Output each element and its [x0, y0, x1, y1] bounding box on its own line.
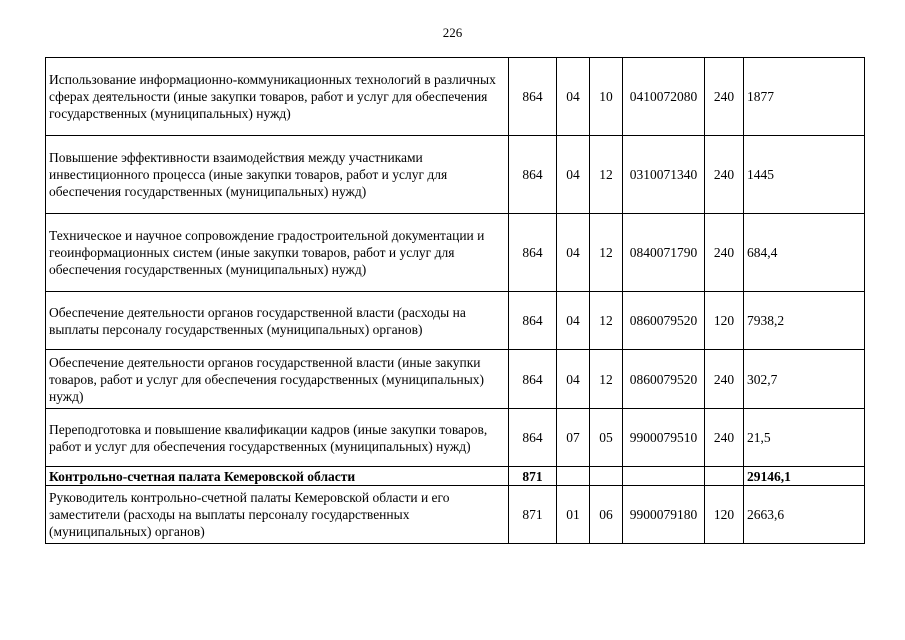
expense-type: 120	[705, 486, 744, 544]
page-number: 226	[442, 25, 463, 40]
amount: 684,4	[744, 214, 865, 292]
item-name: Повышение эффективности взаимодействия между участниками инвестиционного процесса (иные закупки товаров, работ и услуг для обеспечения государственных (муниципальных) нужд)	[46, 136, 509, 214]
amount: 7938,2	[744, 292, 865, 350]
subsection-code: 05	[590, 409, 623, 467]
target-article: 0860079520	[623, 350, 705, 409]
target-article: 0410072080	[623, 58, 705, 136]
expense-type: 240	[705, 409, 744, 467]
expense-type: 240	[705, 214, 744, 292]
subsection-code: 12	[590, 214, 623, 292]
ministry-code: 871	[509, 486, 557, 544]
section-code: 04	[557, 136, 590, 214]
expense-type: 120	[705, 292, 744, 350]
target-article: 0310071340	[623, 136, 705, 214]
ministry-code: 864	[509, 136, 557, 214]
target-article: 9900079510	[623, 409, 705, 467]
amount: 1877	[744, 58, 865, 136]
amount: 302,7	[744, 350, 865, 409]
item-name: Обеспечение деятельности органов государственной власти (иные закупки товаров, работ и услуг для обеспечения государственных (муниципальных) нужд)	[46, 350, 509, 409]
table-row	[46, 467, 865, 486]
target-article: 0840071790	[623, 214, 705, 292]
section-code: 07	[557, 409, 590, 467]
table-row	[46, 214, 865, 292]
section-code: 04	[557, 292, 590, 350]
table-row	[46, 136, 865, 214]
expense-type: 240	[705, 350, 744, 409]
item-name: Руководитель контрольно-счетной палаты Кемеровской области и его заместители (расходы на выплаты персоналу государственных (муниципальных) органов)	[46, 486, 509, 544]
section-code: 04	[557, 350, 590, 409]
target-article	[623, 467, 705, 486]
expense-type: 240	[705, 58, 744, 136]
section-code	[557, 467, 590, 486]
table-row	[46, 350, 865, 409]
amount: 2663,6	[744, 486, 865, 544]
section-code: 01	[557, 486, 590, 544]
target-article: 0860079520	[623, 292, 705, 350]
item-name: Переподготовка и повышение квалификации кадров (иные закупки товаров, работ и услуг для обеспечения государственных (муниципальных) нужд)	[46, 409, 509, 467]
table-row	[46, 292, 865, 350]
section-code: 04	[557, 58, 590, 136]
section-code: 04	[557, 214, 590, 292]
item-name: Использование информационно-коммуникационных технологий в различных сферах деятельности (иные закупки товаров, работ и услуг для обеспечения государственных (муниципальных) нужд)	[46, 58, 509, 136]
table-row	[46, 409, 865, 467]
target-article: 9900079180	[623, 486, 705, 544]
ministry-code: 864	[509, 409, 557, 467]
table-row	[46, 486, 865, 544]
item-name: Техническое и научное сопровождение градостроительной документации и геоинформационных систем (иные закупки товаров, работ и услуг для обеспечения государственных (муниципальных) нужд)	[46, 214, 509, 292]
amount: 29146,1	[744, 467, 865, 486]
amount: 21,5	[744, 409, 865, 467]
ministry-code: 864	[509, 350, 557, 409]
item-name: Контрольно-счетная палата Кемеровской области	[46, 467, 509, 486]
ministry-code: 864	[509, 292, 557, 350]
subsection-code: 10	[590, 58, 623, 136]
ministry-code: 864	[509, 214, 557, 292]
amount: 1445	[744, 136, 865, 214]
budget-table	[45, 57, 865, 544]
expense-type	[705, 467, 744, 486]
ministry-code: 871	[509, 467, 557, 486]
subsection-code: 06	[590, 486, 623, 544]
subsection-code	[590, 467, 623, 486]
item-name: Обеспечение деятельности органов государственной власти (расходы на выплаты персоналу государственных (муниципальных) органов)	[46, 292, 509, 350]
expense-type: 240	[705, 136, 744, 214]
subsection-code: 12	[590, 350, 623, 409]
subsection-code: 12	[590, 292, 623, 350]
subsection-code: 12	[590, 136, 623, 214]
ministry-code: 864	[509, 58, 557, 136]
table-row	[46, 58, 865, 136]
